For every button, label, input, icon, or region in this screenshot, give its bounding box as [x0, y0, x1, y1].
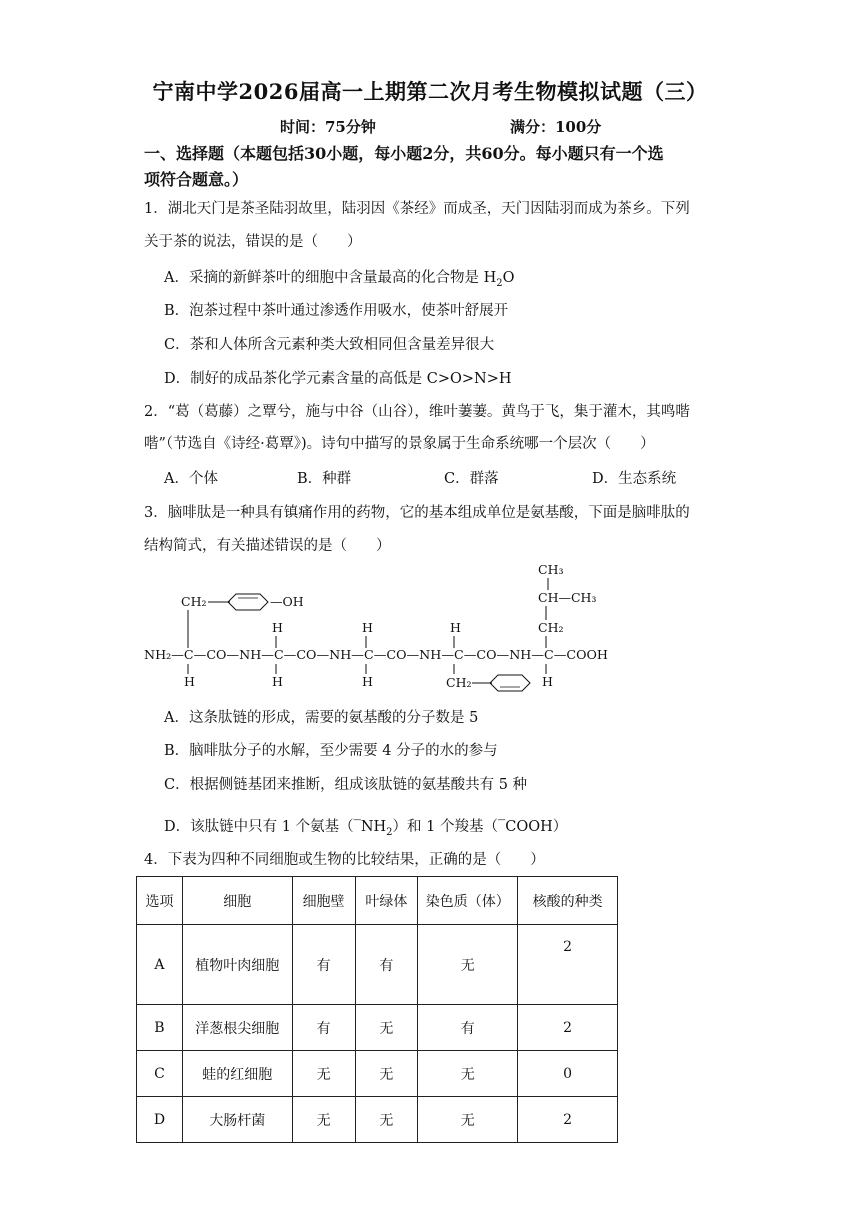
table-cell: 无: [418, 1097, 518, 1143]
struct-h-top-4: H: [450, 620, 461, 635]
table-cell: C: [137, 1051, 183, 1097]
q2-stem-line1: 2．“葛（葛藤）之覃兮，施与中谷（山谷），维叶萋萋。黄鸟于飞，集于灌木，其鸣喈: [144, 404, 690, 420]
q1-stem-line1: 1．湖北天门是茶圣陆羽故里，陆羽因《茶经》而成圣，天门因陆羽而成为茶乡。下列: [144, 201, 690, 217]
q1-stem-line2: 关于茶的说法，错误的是（ ）: [144, 234, 362, 250]
table-header-cell: 细胞壁: [292, 877, 355, 925]
table-row: [137, 1005, 618, 1051]
section-heading-line2: 项符合题意。）: [144, 170, 249, 189]
table-cell: D: [137, 1097, 183, 1143]
struct-ch2-top-right: CH₂: [538, 620, 564, 635]
table-cell: 大肠杆菌: [182, 1097, 292, 1143]
struct-h-top-3: H: [362, 620, 373, 635]
q2-option-a: A．个体: [164, 471, 218, 487]
table-header-cell: 叶绿体: [355, 877, 418, 925]
table-row: [137, 1097, 618, 1143]
q3-stem-line2: 结构简式，有关描述错误的是（ ）: [144, 538, 391, 554]
table-cell: 无: [292, 1051, 355, 1097]
exam-time: 时间：75分钟: [280, 118, 376, 136]
struct-h-top-2: H: [272, 620, 283, 635]
q2-option-c: C．群落: [444, 471, 499, 487]
struct-h-bottom-3: H: [362, 674, 373, 689]
q3-option-c: C．根据侧链基团来推断，组成该肽链的氨基酸共有 5 种: [164, 777, 528, 793]
table-cell: 2: [518, 1097, 618, 1143]
q2-option-b: B．种群: [297, 471, 352, 487]
table-row: [137, 1051, 618, 1097]
table-cell: 2: [518, 1005, 618, 1051]
table-row: [137, 925, 618, 1005]
benzene-ring-icon: [490, 675, 530, 691]
table-header-cell: 染色质（体）: [418, 877, 518, 925]
table-header-cell: 核酸的种类: [518, 877, 618, 925]
table-cell: A: [137, 925, 183, 1005]
table-cell: 无: [355, 1005, 418, 1051]
enkephalin-structure-diagram: [140, 560, 620, 694]
struct-ch2-bottom: CH₂: [446, 675, 472, 690]
table-header-cell: 选项: [137, 877, 183, 925]
table-header-cell: 细胞: [182, 877, 292, 925]
struct-h-bottom-5: H: [542, 674, 553, 689]
exam-score: 满分：100分: [510, 118, 602, 136]
q4-stem: 4．下表为四种不同细胞或生物的比较结果，正确的是（ ）: [144, 852, 545, 868]
table-cell: 2: [518, 925, 618, 1005]
q3-option-d: D．该肽链中只有 1 个氨基$(‾NH_2)$和 1 个羧基（‾COOH）: [164, 819, 568, 838]
table-cell: 植物叶肉细胞: [182, 925, 292, 1005]
struct-h-bottom-2: H: [272, 674, 283, 689]
q1-option-d: D．制好的成品茶化学元素含量的高低是 C>O>N>H: [164, 371, 512, 387]
struct-main-chain: NH₂—C—CO—NH—C—CO—NH—C—CO—NH—C—CO—NH—C—COOH: [144, 647, 609, 662]
table-cell: B: [137, 1005, 183, 1051]
table-header-row: [137, 877, 618, 925]
table-cell: 洋葱根尖细胞: [182, 1005, 292, 1051]
table-cell: 有: [292, 925, 355, 1005]
table-cell: 无: [418, 1051, 518, 1097]
table-cell: 无: [292, 1097, 355, 1143]
section-heading-line1: 一、选择题（本题包括30小题，每小题2分，共60分。每小题只有一个选: [144, 144, 664, 163]
table-cell: 有: [355, 925, 418, 1005]
table-cell: 无: [355, 1097, 418, 1143]
q3-option-b: B．脑啡肽分子的水解，至少需要 4 分子的水的参与: [164, 743, 498, 759]
q3-option-a: A．这条肽链的形成，需要的氨基酸的分子数是 5: [164, 710, 479, 726]
table-cell: 无: [355, 1051, 418, 1097]
struct-ch-ch3-label: CH—CH₃: [538, 590, 597, 605]
struct-h-bottom-1: H: [184, 674, 195, 689]
table-cell: 0: [518, 1051, 618, 1097]
q2-option-d: D．生态系统: [592, 471, 677, 487]
table-cell: 无: [418, 925, 518, 1005]
q2-stem-line2: 喈”（节选自《诗经·葛覃》)。诗句中描写的景象属于生命系统哪一个层次（ ）: [144, 436, 655, 452]
struct-oh-label: —OH: [270, 594, 304, 609]
comparison-table: [136, 876, 618, 1143]
q3-stem-line1: 3．脑啡肽是一种具有镇痛作用的药物，它的基本组成单位是氨基酸，下面是脑啡肽的: [144, 505, 690, 521]
struct-ch3-label: CH₃: [538, 562, 564, 577]
table-cell: 有: [292, 1005, 355, 1051]
q1-option-b: B．泡茶过程中茶叶通过渗透作用吸水，使茶叶舒展开: [164, 303, 509, 319]
q1-option-a: A．采摘的新鲜茶叶的细胞中含量最高的化合物是 $H_2O$: [164, 270, 515, 289]
struct-ch2-top-left: CH₂: [181, 594, 207, 609]
q1-option-c: C．茶和人体所含元素种类大致相同但含量差异很大: [164, 337, 495, 353]
table-cell: 蛙的红细胞: [182, 1051, 292, 1097]
phenol-ring-icon: [228, 594, 268, 610]
page-title: 宁南中学2026届高一上期第二次月考生物模拟试题（三）: [152, 79, 708, 104]
table-cell: 有: [418, 1005, 518, 1051]
